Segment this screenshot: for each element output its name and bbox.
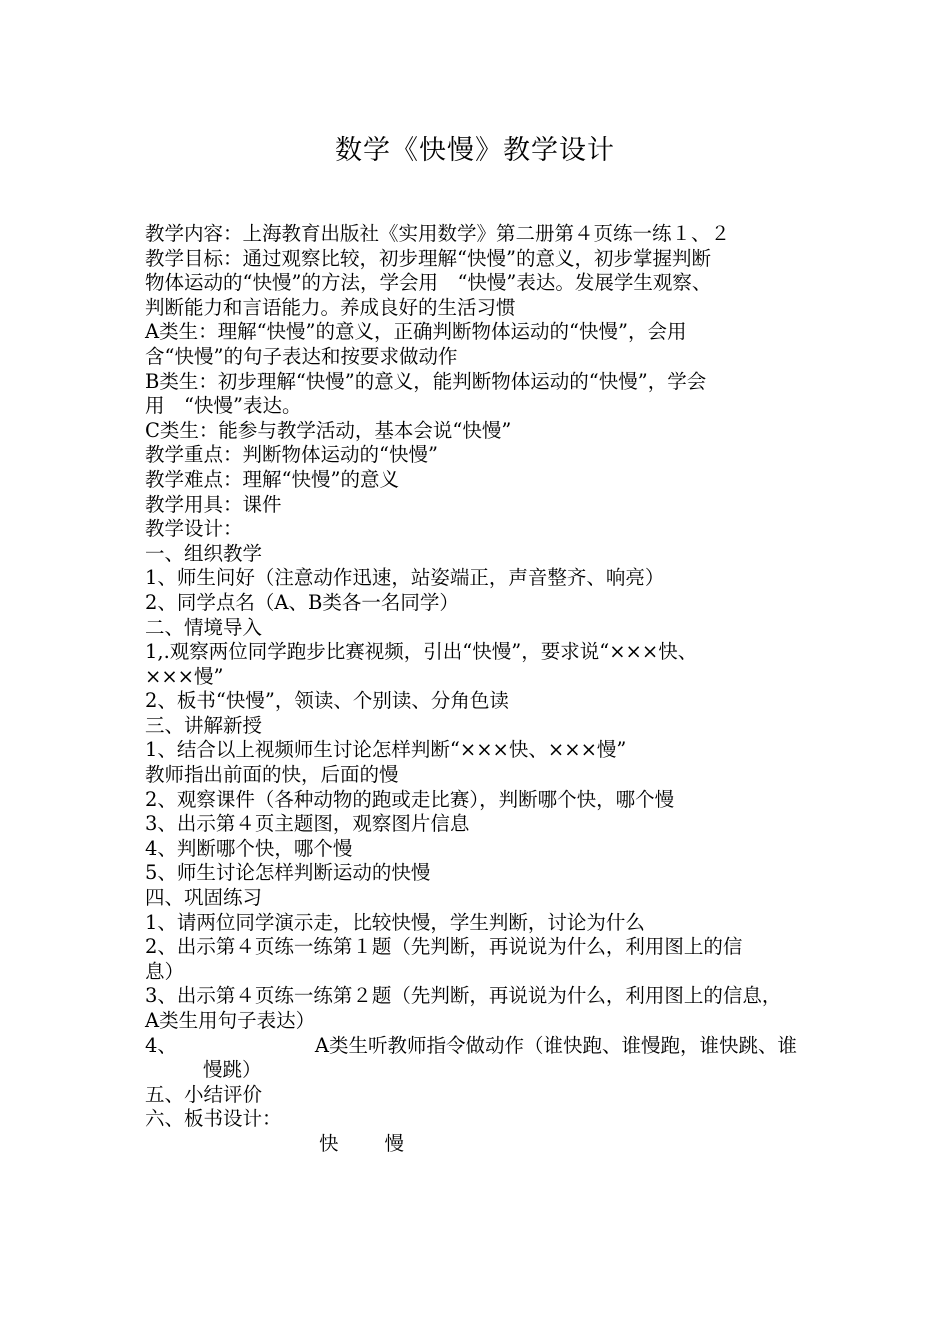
text-line: 4、判断哪个快，哪个慢 [145, 836, 353, 860]
text-line: 教学设计： [145, 517, 243, 541]
item-continuation: 慢跳） [203, 1058, 262, 1082]
board-slow: 慢 [384, 1131, 405, 1155]
board-design [145, 1132, 825, 1157]
text-line: A类生用句子表达） [145, 1009, 316, 1032]
section-heading: 六、板书设计： [145, 1107, 282, 1131]
text-line: 3、出示第４页主题图，观察图片信息 [145, 812, 470, 836]
text-line: ×××慢” [145, 664, 224, 688]
text-line: 教学重点：判断物体运动的“快慢” [145, 443, 438, 467]
item-text: A类生听教师指令做动作（谁快跑、谁慢跑，谁快跳、谁 [314, 1033, 798, 1057]
text-line: 2、板书“快慢”，领读、个别读、分角色读 [145, 689, 509, 713]
text-line: 教学难点：理解“快慢”的意义 [145, 467, 399, 491]
text-line: 5、师生讨论怎样判断运动的快慢 [145, 861, 431, 885]
text-line: 1、师生问好（注意动作迅速，站姿端正，声音整齐、响亮） [145, 566, 665, 590]
text-line: 用 “快慢”表达。 [145, 394, 302, 418]
text-line: C类生：能参与教学活动，基本会说“快慢” [145, 418, 512, 442]
text-line: 判断能力和言语能力。养成良好的生活习惯 [145, 295, 516, 319]
document-title: 数学《快慢》教学设计 [335, 135, 615, 166]
text-line: 教学内容：上海教育出版社《实用数学》第二册第４页练一练１、２ [145, 222, 731, 245]
text-line: 教学用具：课件 [145, 492, 282, 516]
text-line: 3、出示第４页练一练第２题（先判断，再说说为什么，利用图上的信息， [145, 984, 782, 1008]
text-line: A类生：理解“快慢”的意义，正确判断物体运动的“快慢”，会用 [145, 320, 687, 344]
text-line: 物体运动的“快慢”的方法，学会用 “快慢”表达。发展学生观察、 [145, 271, 712, 295]
text-line: 2、观察课件（各种动物的跑或走比赛），判断哪个快，哪个慢 [145, 787, 675, 811]
text-line: 1,.观察两位同学跑步比赛视频，引出“快慢”，要求说“×××快、 [145, 640, 698, 664]
text-line: 2、出示第４页练一练第１题（先判断，再说说为什么，利用图上的信 [145, 935, 743, 959]
text-line: 教师指出前面的快，后面的慢 [145, 763, 399, 787]
section-heading: 五、小结评价 [145, 1082, 263, 1106]
section-heading: 二、情境导入 [145, 615, 263, 639]
item-number: 4、 [145, 1033, 177, 1057]
text-line: 含“快慢”的句子表达和按要求做动作 [145, 344, 458, 368]
practice-item-4 [145, 1034, 825, 1059]
board-fast: 快 [319, 1131, 339, 1155]
text-line: 1、请两位同学演示走，比较快慢，学生判断，讨论为什么 [145, 910, 645, 934]
section-heading: 三、讲解新授 [145, 713, 263, 737]
document-body [145, 222, 825, 1157]
text-line: 息） [145, 959, 185, 983]
text-line: 教学目标：通过观察比较，初步理解“快慢”的意义，初步掌握判断 [145, 246, 711, 270]
text-line: 2、同学点名（A、B类各一名同学） [145, 590, 459, 614]
section-heading: 四、巩固练习 [145, 886, 263, 910]
text-line: B类生：初步理解“快慢”的意义，能判断物体运动的“快慢”，学会 [145, 369, 707, 393]
text-line: 1、结合以上视频师生讨论怎样判断“×××快、×××慢” [145, 738, 627, 762]
section-heading: 一、组织教学 [145, 541, 263, 565]
